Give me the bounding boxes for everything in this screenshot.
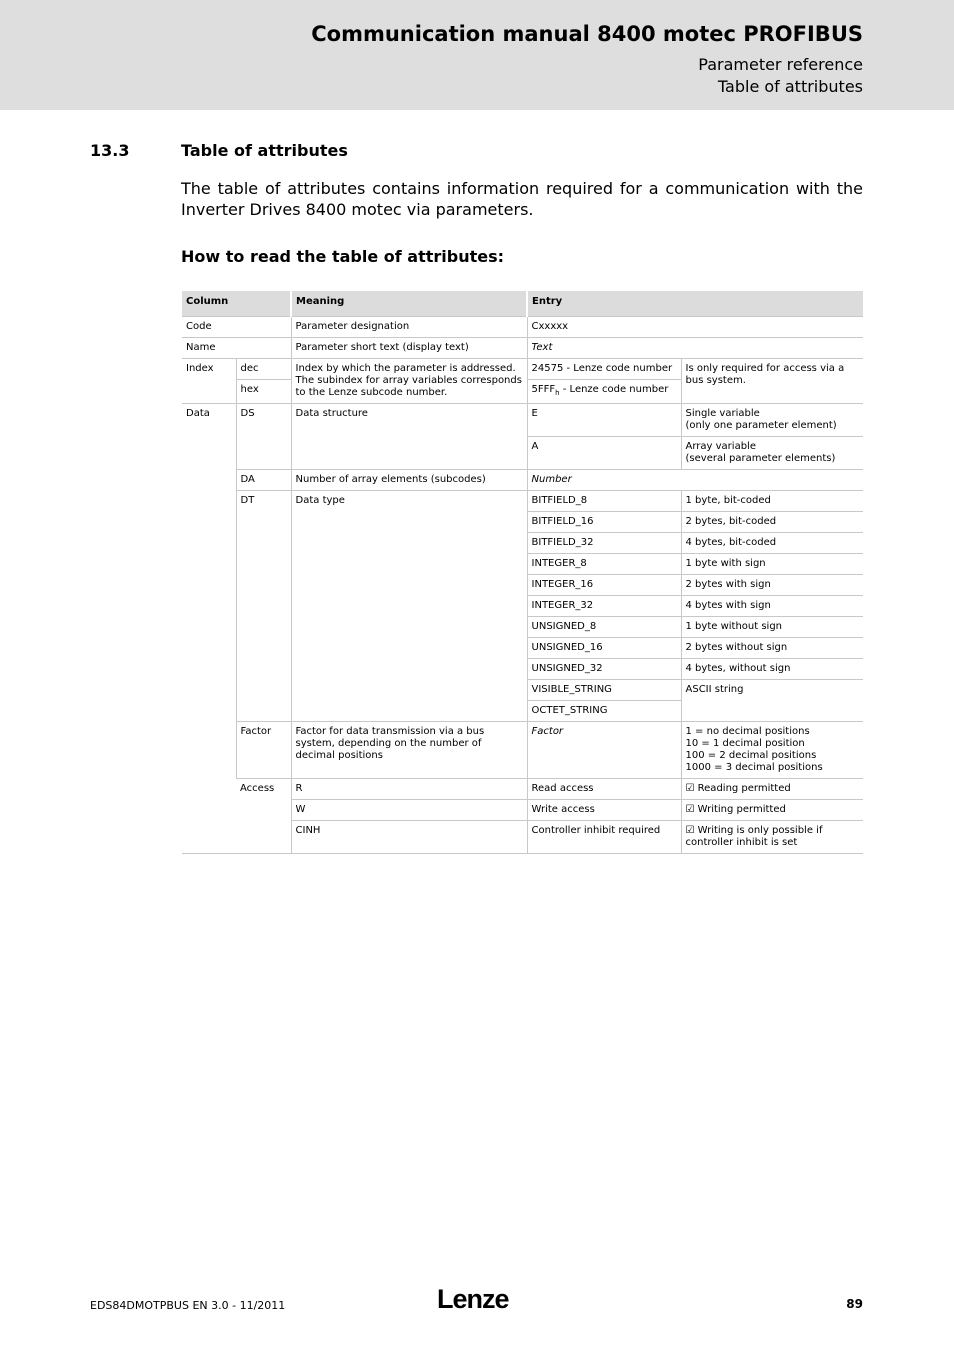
table-row — [182, 779, 863, 800]
table-row — [182, 470, 863, 491]
cell-subcolumn: W — [291, 800, 527, 821]
section-title: Table of attributes — [181, 141, 348, 160]
cell-entry: Text — [527, 338, 863, 359]
cell-entry: VISIBLE_STRING — [527, 680, 681, 701]
cell-meaning: Write access — [527, 800, 681, 821]
cell-subcolumn: Factor — [236, 722, 291, 779]
document-title: Communication manual 8400 motec PROFIBUS — [311, 22, 863, 46]
cell-meaning: Read access — [527, 779, 681, 800]
cell-meaning: Number of array elements (subcodes) — [291, 470, 527, 491]
cell-entry: UNSIGNED_32 — [527, 659, 681, 680]
cell-meaning — [291, 359, 527, 404]
cell-entry: A — [527, 437, 681, 470]
cell-subcolumn: DS — [236, 404, 291, 470]
cell-subcolumn: DA — [236, 470, 291, 491]
cell-meaning: Controller inhibit required — [527, 821, 681, 854]
cell-desc — [681, 404, 863, 437]
cell-entry: INTEGER_16 — [527, 575, 681, 596]
cell-desc — [681, 722, 863, 779]
table-row — [182, 359, 863, 380]
table-row — [182, 722, 863, 779]
cell-entry — [527, 380, 681, 404]
chapter-title: Parameter reference — [698, 55, 863, 74]
lenze-logo: Lenze — [437, 1284, 509, 1314]
cell-entry: Factor — [527, 722, 681, 779]
cell-subcolumn: hex — [236, 380, 291, 404]
cell-column: Data — [182, 404, 236, 854]
cell-entry: INTEGER_32 — [527, 596, 681, 617]
section-header-title: Table of attributes — [717, 77, 863, 96]
header-meaning: Meaning — [291, 291, 527, 317]
cell-meaning: Data type — [291, 491, 527, 722]
desc-line: (only one parameter element) — [685, 420, 837, 431]
cell-column: Access — [236, 779, 291, 854]
index-meaning-line: Index by which the parameter is addressed. — [295, 363, 516, 374]
cell-column: Name — [182, 338, 291, 359]
desc-line: Array variable — [685, 441, 756, 452]
table-row — [182, 404, 863, 437]
desc-line: 1000 = 3 decimal positions — [685, 762, 823, 773]
cell-subcolumn: dec — [236, 359, 291, 380]
table-row — [182, 491, 863, 512]
subheading: How to read the table of attributes: — [181, 247, 505, 266]
hex-subscript: h — [555, 389, 560, 397]
desc-line: 100 = 2 decimal positions — [685, 750, 817, 761]
table-row — [182, 338, 863, 359]
hex-prefix: 5FFF — [531, 384, 556, 395]
cell-entry: INTEGER_8 — [527, 554, 681, 575]
cell-desc: 2 bytes without sign — [681, 638, 863, 659]
cell-subcolumn: CINH — [291, 821, 527, 854]
page-number: 89 — [846, 1297, 863, 1311]
cell-desc: 2 bytes, bit-coded — [681, 512, 863, 533]
cell-column: Code — [182, 317, 291, 338]
index-meaning-line: The subindex for array variables corresponds to the Lenze subcode number. — [295, 375, 522, 398]
document-id: EDS84DMOTPBUS EN 3.0 - 11/2011 — [90, 1299, 286, 1312]
cell-entry: ☑ Reading permitted — [681, 779, 863, 800]
cell-entry: UNSIGNED_8 — [527, 617, 681, 638]
cell-desc: 4 bytes, without sign — [681, 659, 863, 680]
cell-desc — [681, 701, 863, 722]
section-number: 13.3 — [90, 141, 130, 160]
cell-entry: Number — [527, 470, 863, 491]
cell-desc: 2 bytes with sign — [681, 575, 863, 596]
cell-desc: 4 bytes, bit-coded — [681, 533, 863, 554]
cell-entry: BITFIELD_32 — [527, 533, 681, 554]
cell-desc — [681, 437, 863, 470]
cell-desc: 1 byte, bit-coded — [681, 491, 863, 512]
cell-column: Index — [182, 359, 236, 404]
cell-desc: ASCII string — [681, 680, 863, 701]
desc-line: 1 = no decimal positions — [685, 726, 810, 737]
header-column: Column — [182, 291, 291, 317]
cell-desc: 4 bytes with sign — [681, 596, 863, 617]
cell-subcolumn: DT — [236, 491, 291, 722]
cell-entry: 24575 - Lenze code number — [527, 359, 681, 380]
desc-line: (several parameter elements) — [685, 453, 836, 464]
desc-line: Single variable — [685, 408, 760, 419]
cell-entry: Cxxxxx — [527, 317, 863, 338]
cell-note: Is only required for access via a bus system. — [681, 359, 863, 404]
cell-meaning: Parameter short text (display text) — [291, 338, 527, 359]
cell-meaning: Factor for data transmission via a bus system, depending on the number of decimal positions — [291, 722, 527, 779]
cell-entry: E — [527, 404, 681, 437]
intro-paragraph: The table of attributes contains information required for a communication with the Inverter Drives 8400 motec via parameters. — [181, 179, 863, 219]
cell-entry: UNSIGNED_16 — [527, 638, 681, 659]
header-entry: Entry — [527, 291, 863, 317]
hex-suffix: - Lenze code number — [559, 384, 669, 395]
cell-entry: BITFIELD_16 — [527, 512, 681, 533]
cell-meaning: Parameter designation — [291, 317, 527, 338]
cell-entry: ☑ Writing permitted — [681, 800, 863, 821]
page-header — [0, 0, 954, 110]
cell-entry: BITFIELD_8 — [527, 491, 681, 512]
table-row — [182, 317, 863, 338]
cell-desc: 1 byte without sign — [681, 617, 863, 638]
table-header-row — [182, 291, 863, 317]
cell-entry: OCTET_STRING — [527, 701, 681, 722]
cell-subcolumn: R — [291, 779, 527, 800]
cell-desc: 1 byte with sign — [681, 554, 863, 575]
attributes-table — [182, 291, 863, 854]
desc-line: 10 = 1 decimal position — [685, 738, 805, 749]
cell-meaning: Data structure — [291, 404, 527, 470]
cell-entry: ☑ Writing is only possible if controller inhibit is set — [681, 821, 863, 854]
